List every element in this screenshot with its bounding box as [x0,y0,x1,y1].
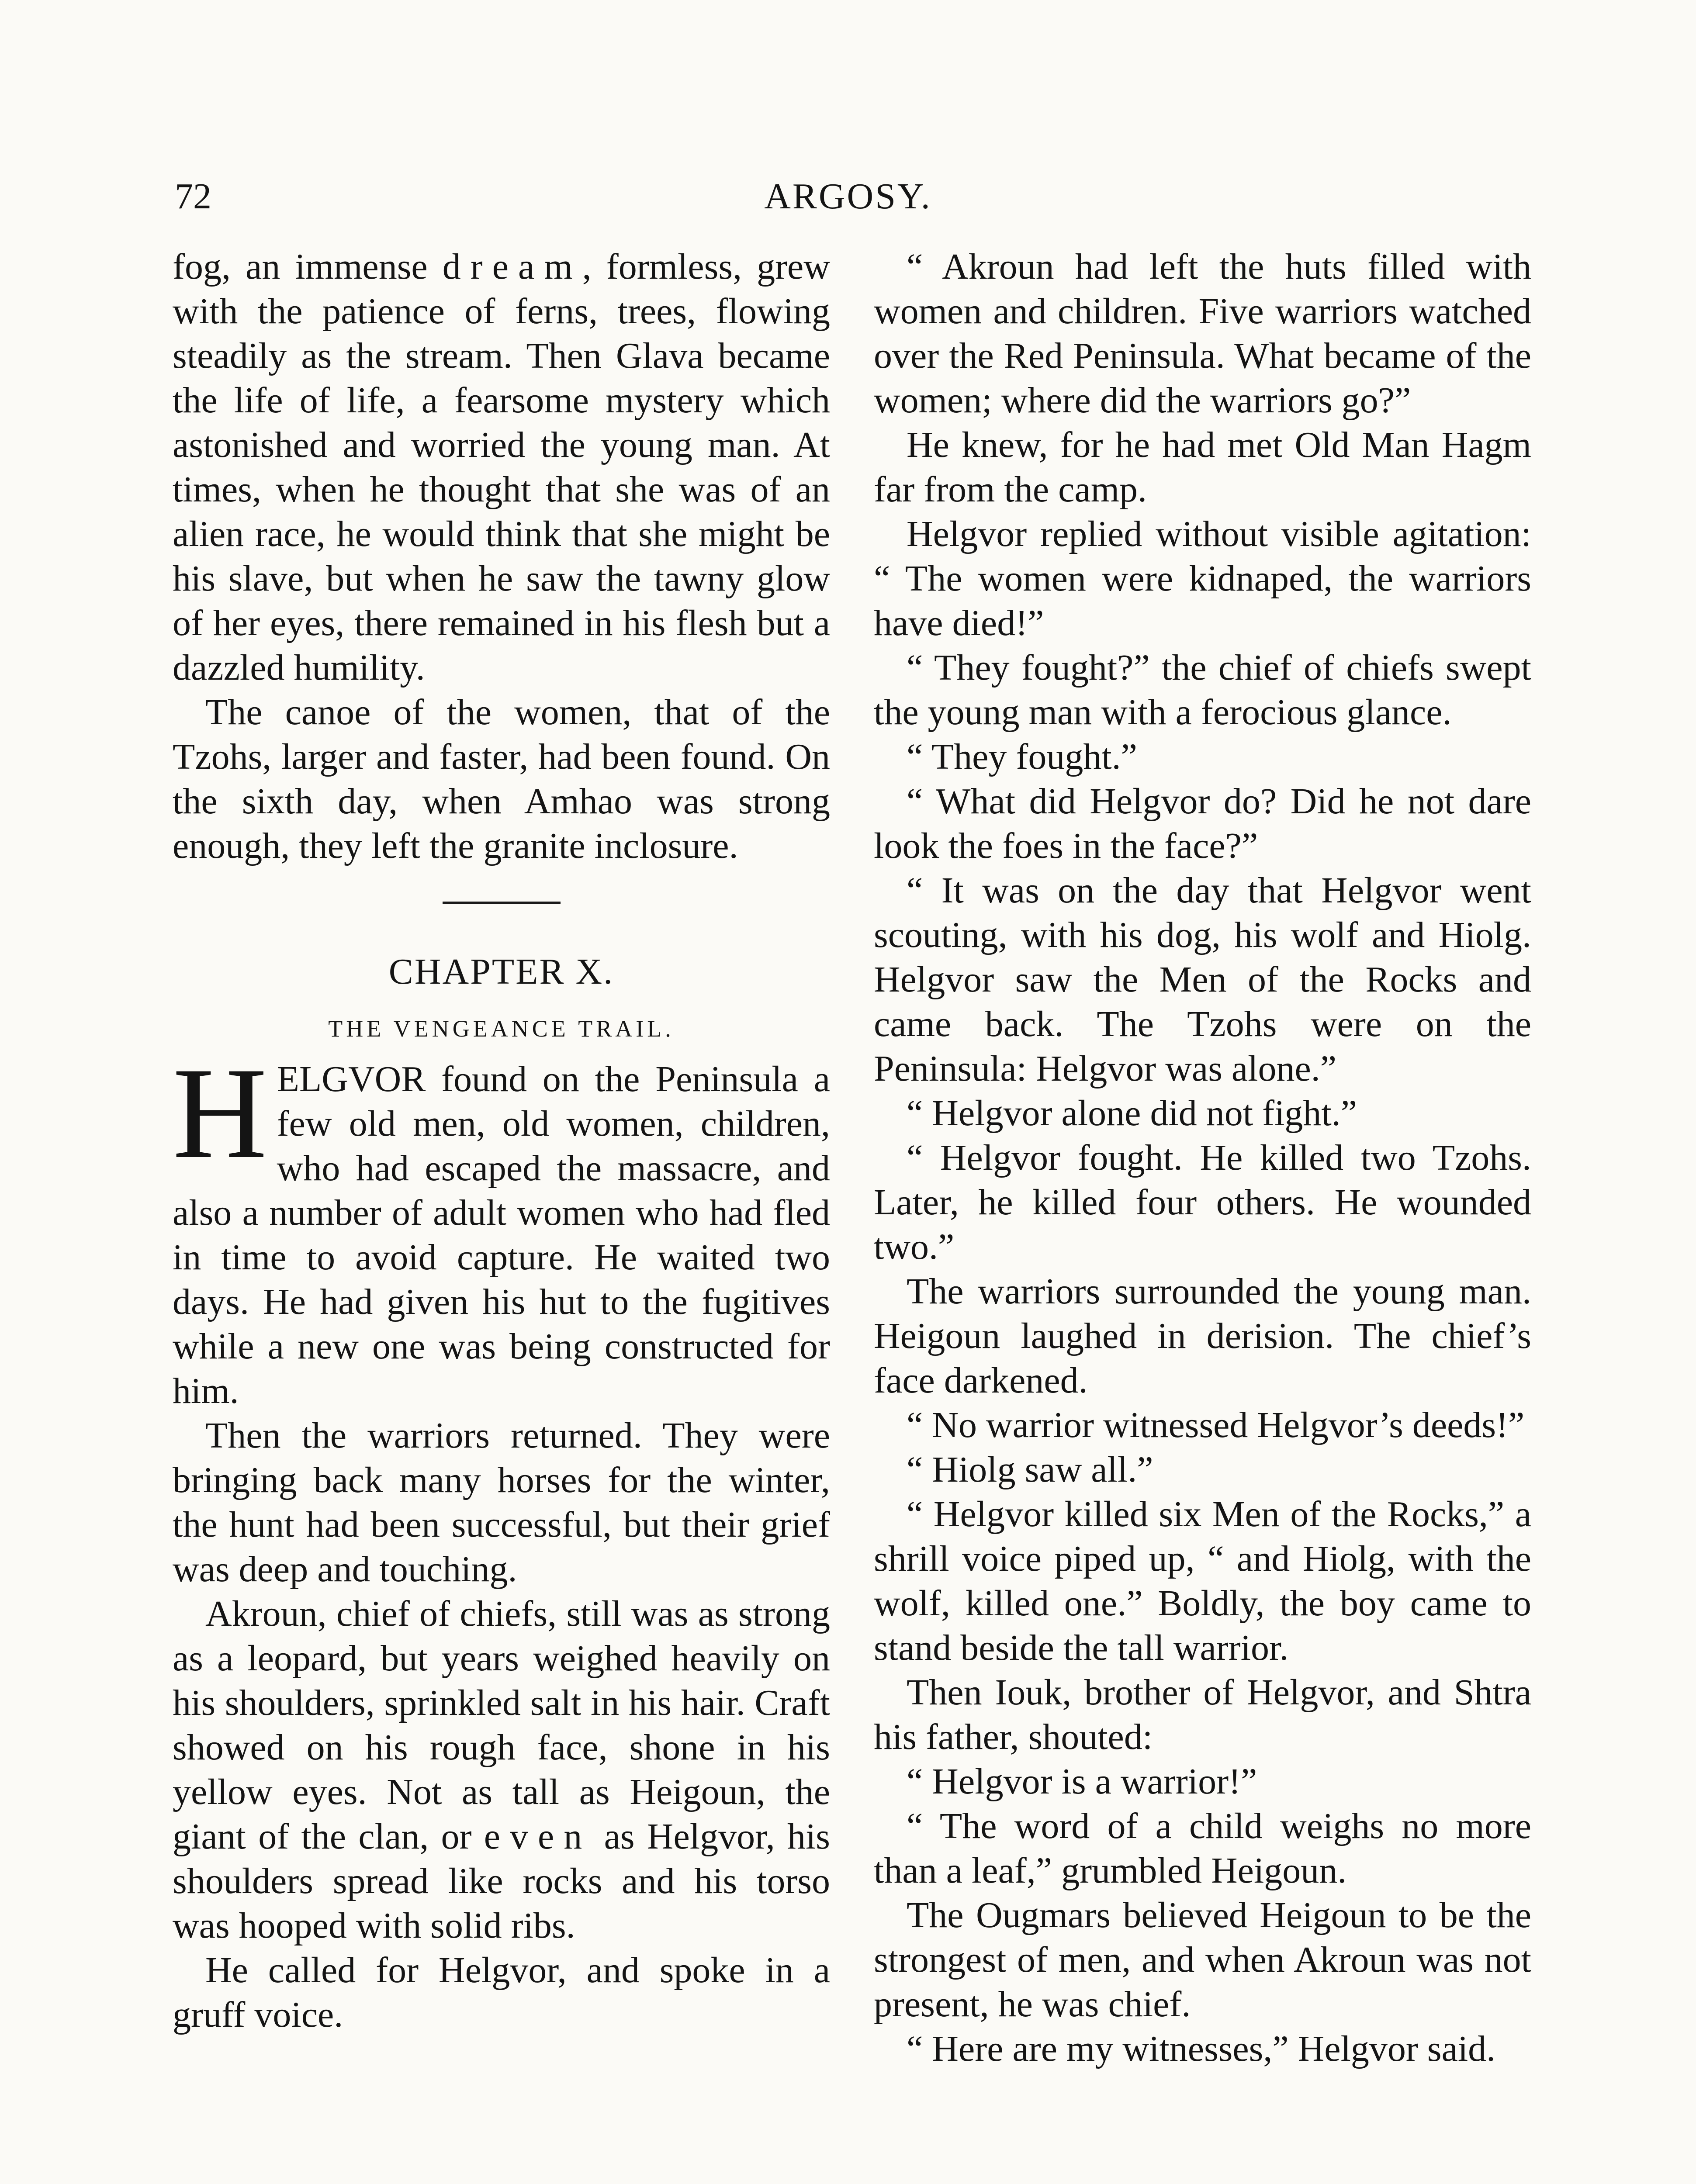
paragraph: The Ougmars believed Heigoun to be the strongest of men, and when Akroun was not present, he was chief. [874,1895,1531,2025]
paragraph-intro [173,245,830,690]
paragraph: “ Helgvor is a warrior!” [907,1761,1257,1802]
paragraph: “ Akroun had left the huts filled with women and children. Five warriors watched over the Red Peninsula. What became of the women; where did the warriors go?” [874,246,1531,421]
paragraph: “ What did Helgvor do? Did he not dare look the foes in the face?” [874,781,1531,866]
paragraph-akroun [173,1592,830,1948]
akroun-text-1: Akroun, chief of chiefs, still was as strong as a leopard, but years weighed heavily on his shoulders, sprinkled salt in his hair. Craft showed on his rough face, shone in his yellow eyes. Not as tall as Heigoun, the giant of the clan, or [173,1593,830,1857]
running-head: ARGOSY. [764,176,932,217]
paragraph: “ Helgvor fought. He killed two Tzohs. Later, he killed four others. He wounded two.” [874,1137,1531,1267]
paragraph: He knew, for he had met Old Man Hagm far from the camp. [874,425,1531,510]
intro-text-1: fog, an immense [173,246,443,287]
drop-cap: H [173,1040,267,1185]
page-number: 72 [175,176,211,217]
dropcap-paragraph-text: ELGVOR found on the Peninsula a few old men, old women, children, who had escaped the massacre, and also a number of adult women who had fled in time to avoid capture. He waited two days. He had given his hut to the fugitives while a new one was being constructed for him. [173,1059,830,1411]
paragraph: “ They fought.” [907,736,1137,777]
paragraph: “ Helgvor killed six Men of the Rocks,” a shrill voice piped up, “ and Hiolg, with the wolf, killed one.” Boldly, the boy came to stand beside the tall warrior. [874,1494,1531,1668]
left-column [173,245,830,2037]
paragraph: “ Here are my witnesses,” Helgvor said. [907,2028,1496,2069]
section-divider [443,902,561,904]
paragraph-helgvor-found [173,1040,830,1413]
paragraph: “ It was on the day that Helgvor went scouting, with his dog, his wolf and Hiolg. Helgvor saw the Men of the Rocks and came back. The Tzohs were on the Peninsula: Helgvor was alone.” [874,870,1531,1089]
right-column [874,245,1531,2071]
paragraph: “ The word of a child weighs no more than a leaf,” grumbled Heigoun. [874,1806,1531,1891]
paragraph: The warriors surrounded the young man. Heigoun laughed in derision. The chief’s face darkened. [874,1271,1531,1401]
spaced-word-dream: dream [442,246,582,287]
chapter-title: CHAPTER X. [388,951,614,992]
paragraph: “ They fought?” the chief of chiefs swept the young man with a ferocious glance. [874,647,1531,733]
paragraph: Then Iouk, brother of Helgvor, and Shtra his father, shouted: [874,1672,1531,1757]
intro-text-2: , formless, grew with the patience of ferns, trees, flowing steadily as the stream. Then Glava became the life of life, a fearsome mystery which astonished and worried the young man. At times, when he thought that she was of an alien race, he would think that she might be his slave, but when he saw the tawny glow of her eyes, there remained in his flesh but a dazzled humility. [173,246,831,688]
paragraph: “ Helgvor alone did not fight.” [907,1093,1357,1133]
spaced-word-even: even [484,1816,592,1857]
paragraph-warriors-returned: Then the warriors returned. They were bringing back many horses for the winter, the hunt had been successful, but their grief was deep and touching. [173,1415,830,1590]
paragraph-called-helgvor: He called for Helgvor, and spoke in a gruff voice. [173,1950,830,2035]
akroun-text-2: as Helgvor, his shoulders spread like rocks and his torso was hooped with solid ribs. [173,1816,830,1946]
chapter-subtitle: THE VENGEANCE TRAIL. [328,1016,675,1042]
paragraph: Helgvor replied without visible agitation: “ The women were kidnaped, the warriors have died!” [874,514,1531,643]
paragraph: “ No warrior witnessed Helgvor’s deeds!” [907,1405,1525,1445]
paragraph: “ Hiolg saw all.” [907,1449,1153,1490]
paragraph-canoe: The canoe of the women, that of the Tzohs, larger and faster, had been found. On the sixth day, when Amhao was strong enough, they left the granite inclosure. [173,692,830,866]
page-header [0,170,1696,223]
